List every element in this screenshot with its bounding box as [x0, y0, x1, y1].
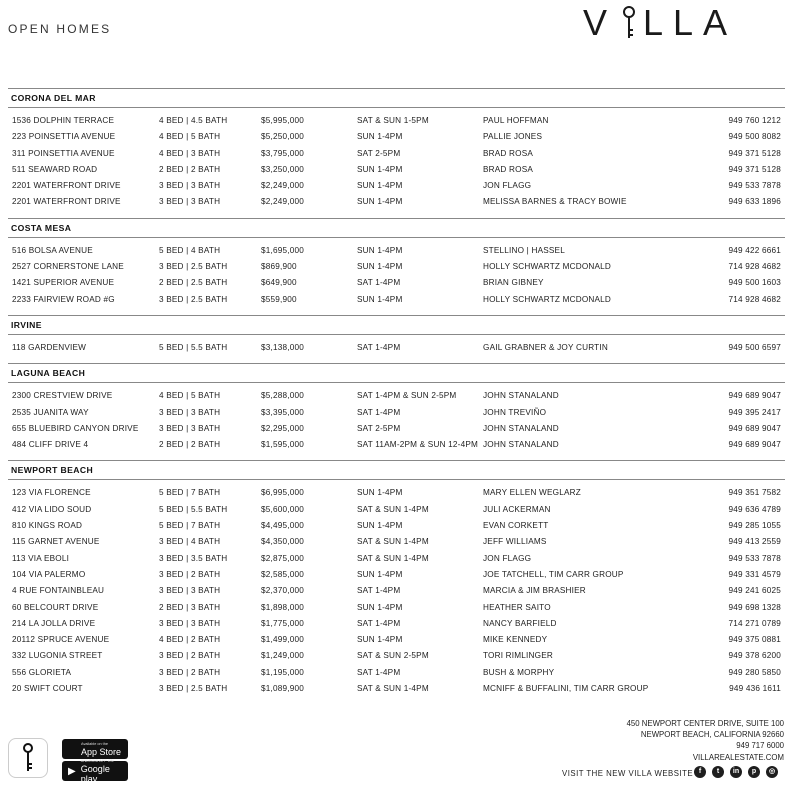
listing-phone[interactable]: 949 689 9047: [728, 423, 781, 433]
listing-address: 655 BLUEBIRD CANYON DRIVE: [12, 423, 139, 433]
listing-price: $2,585,000: [261, 569, 304, 579]
listing-beds-baths: 2 BED | 2 BATH: [159, 440, 221, 450]
listing-open-time: SUN 1-4PM: [357, 164, 403, 174]
listing-beds-baths: 3 BED | 3.5 BATH: [159, 553, 228, 563]
villa-logo[interactable]: [583, 2, 737, 44]
listing-address: 118 GARDENVIEW: [12, 342, 87, 352]
listing-phone[interactable]: 949 378 6200: [728, 651, 781, 661]
listing-row[interactable]: [8, 340, 785, 356]
listing-price: $2,295,000: [261, 423, 304, 433]
listing-phone[interactable]: 949 371 5128: [728, 164, 781, 174]
listing-beds-baths: 5 BED | 5.5 BATH: [159, 504, 228, 514]
google-play-label: Google play: [80, 763, 110, 784]
listing-open-time: SUN 1-4PM: [357, 635, 403, 645]
listing-price: $5,995,000: [261, 116, 304, 125]
listing-price: $1,898,000: [261, 602, 304, 612]
listing-address: 332 LUGONIA STREET: [12, 651, 103, 661]
listing-row[interactable]: [8, 583, 785, 599]
listing-row[interactable]: [8, 551, 785, 567]
listing-agent: BRIAN GIBNEY: [483, 278, 544, 288]
listing-price: $5,600,000: [261, 504, 304, 514]
address-line: NEWPORT BEACH, CALIFORNIA 92660: [640, 730, 784, 740]
listing-open-time: SAT 1-4PM: [357, 278, 401, 288]
listing-price: $1,499,000: [261, 635, 304, 645]
listing-row[interactable]: [8, 648, 785, 664]
listing-agent: TORI RIMLINGER: [483, 651, 553, 661]
play-icon: ▶: [68, 765, 76, 777]
listing-open-time: SUN 1-4PM: [357, 197, 403, 207]
listing-open-time: SAT 1-4PM: [357, 618, 401, 628]
listing-agent: JOE TATCHELL, TIM CARR GROUP: [483, 569, 624, 579]
listing-row[interactable]: [8, 146, 785, 162]
listing-beds-baths: 4 BED | 4.5 BATH: [159, 116, 228, 125]
listing-phone[interactable]: 949 422 6661: [728, 245, 781, 255]
linkedin-icon[interactable]: in: [730, 766, 742, 778]
listing-phone[interactable]: 949 241 6025: [728, 586, 781, 596]
key-icon: [621, 6, 637, 40]
listing-row[interactable]: [8, 421, 785, 437]
listing-phone[interactable]: 949 413 2559: [728, 537, 781, 547]
listing-address: 4 RUE FONTAINBLEAU: [12, 586, 105, 596]
listing-row[interactable]: [8, 243, 785, 259]
instagram-icon[interactable]: ◎: [766, 766, 778, 778]
listing-agent: MIKE KENNEDY: [483, 635, 548, 645]
section-costa-mesa: [8, 218, 785, 315]
listing-open-time: SAT 11AM-2PM & SUN 12-4PM: [357, 440, 479, 450]
listing-open-time: SAT & SUN 1-5PM: [357, 116, 429, 125]
listing-row[interactable]: [8, 194, 785, 210]
listing-beds-baths: 3 BED | 3 BATH: [159, 586, 221, 596]
phone-line[interactable]: 949 717 6000: [736, 741, 784, 751]
listing-open-time: SAT 1-4PM: [357, 342, 401, 352]
listing-address: 412 VIA LIDO SOUD: [12, 504, 92, 514]
section-newport-beach: [8, 460, 785, 704]
listing-beds-baths: 2 BED | 3 BATH: [159, 602, 221, 612]
listing-price: $1,695,000: [261, 245, 304, 255]
section-heading: IRVINE: [8, 315, 785, 335]
listing-phone[interactable]: 949 280 5850: [728, 667, 781, 677]
listing-agent: MARCIA & JIM BRASHIER: [483, 586, 586, 596]
listing-address: 60 BELCOURT DRIVE: [12, 602, 99, 612]
app-store-button[interactable]: [62, 739, 128, 759]
listing-phone[interactable]: 949 533 7878: [728, 181, 781, 191]
section-heading: CORONA DEL MAR: [8, 88, 785, 108]
listing-price: $1,775,000: [261, 618, 304, 628]
listing-price: $869,900: [261, 262, 297, 272]
listing-open-time: SUN 1-4PM: [357, 569, 403, 579]
listing-price: $4,350,000: [261, 537, 304, 547]
section-laguna-beach: [8, 363, 785, 460]
listing-open-time: SAT 1-4PM: [357, 667, 401, 677]
listing-phone[interactable]: 949 698 1328: [728, 602, 781, 612]
listing-open-time: SAT & SUN 1-4PM: [357, 537, 429, 547]
listing-beds-baths: 5 BED | 4 BATH: [159, 245, 221, 255]
listing-address: 113 VIA EBOLI: [12, 553, 70, 563]
listing-phone[interactable]: 949 500 8082: [728, 132, 781, 142]
google-play-button[interactable]: [62, 758, 128, 784]
villa-app-icon[interactable]: [8, 738, 48, 778]
listing-address: 556 GLORIETA: [12, 667, 72, 677]
listing-agent: MELISSA BARNES & TRACY BOWIE: [483, 197, 627, 207]
listing-price: $2,370,000: [261, 586, 304, 596]
listing-beds-baths: 5 BED | 7 BATH: [159, 521, 221, 531]
listing-address: 123 VIA FLORENCE: [12, 488, 91, 498]
listing-beds-baths: 3 BED | 3 BATH: [159, 181, 221, 191]
listing-row[interactable]: [8, 567, 785, 583]
logo-letters-lla: LLA: [643, 2, 738, 43]
visit-website-link[interactable]: VISIT THE NEW VILLA WEBSITE: [562, 769, 694, 778]
listing-phone[interactable]: 949 375 0881: [728, 635, 781, 645]
listing-agent: JOHN STANALAND: [483, 423, 559, 433]
listing-agent: EVAN CORKETT: [483, 521, 549, 531]
listing-beds-baths: 3 BED | 2 BATH: [159, 667, 221, 677]
listing-row[interactable]: [8, 275, 785, 291]
listing-address: 2300 CRESTVIEW DRIVE: [12, 391, 113, 401]
listing-phone[interactable]: 949 633 1896: [728, 197, 781, 207]
listing-address: 20112 SPRUCE AVENUE: [12, 635, 110, 645]
listing-phone[interactable]: 714 928 4682: [728, 262, 781, 272]
listing-open-time: SAT & SUN 2-5PM: [357, 651, 429, 661]
listing-open-time: SAT 1-4PM: [357, 407, 401, 417]
listing-price: $2,249,000: [261, 181, 304, 191]
listing-address: 2201 WATERFRONT DRIVE: [12, 181, 121, 191]
listing-address: 2233 FAIRVIEW ROAD #G: [12, 294, 115, 304]
listing-agent: JULI ACKERMAN: [483, 504, 551, 514]
listing-address: 516 BOLSA AVENUE: [12, 245, 93, 255]
listing-agent: JON FLAGG: [483, 181, 532, 191]
listing-address: 2201 WATERFRONT DRIVE: [12, 197, 121, 207]
listing-phone[interactable]: 949 371 5128: [728, 148, 781, 158]
listing-price: $5,250,000: [261, 132, 304, 142]
listing-phone[interactable]: 949 760 1212: [728, 116, 781, 125]
listing-agent: BRAD ROSA: [483, 148, 534, 158]
section-heading: LAGUNA BEACH: [8, 363, 785, 383]
section-heading: COSTA MESA: [8, 218, 785, 238]
section-irvine: [8, 315, 785, 363]
google-play-small: ANDROID APP ON: [80, 758, 114, 763]
listing-price: $3,395,000: [261, 407, 304, 417]
listing-beds-baths: 4 BED | 3 BATH: [159, 148, 221, 158]
listing-address: 2535 JUANITA WAY: [12, 407, 89, 417]
listing-address: 1536 DOLPHIN TERRACE: [12, 116, 115, 125]
listing-beds-baths: 3 BED | 3 BATH: [159, 407, 221, 417]
logo-letter-v: V: [583, 2, 618, 43]
listing-phone[interactable]: 949 285 1055: [728, 521, 781, 531]
listing-price: $1,595,000: [261, 440, 304, 450]
social-links: [694, 766, 778, 778]
listing-row[interactable]: [8, 665, 785, 681]
listing-row[interactable]: [8, 600, 785, 616]
listing-agent: JOHN STANALAND: [483, 440, 559, 450]
pinterest-icon[interactable]: p: [748, 766, 760, 778]
listing-price: $1,195,000: [261, 667, 304, 677]
listing-phone[interactable]: 949 331 4579: [728, 569, 781, 579]
listing-agent: BRAD ROSA: [483, 164, 534, 174]
listing-open-time: SUN 1-4PM: [357, 132, 403, 142]
app-store-label: App Store: [81, 746, 122, 757]
listing-beds-baths: 3 BED | 2.5 BATH: [159, 294, 228, 304]
listing-phone[interactable]: 949 636 4789: [728, 504, 781, 514]
listing-price: $649,900: [261, 278, 297, 288]
listing-phone[interactable]: 949 500 1603: [728, 278, 781, 288]
listing-row[interactable]: [8, 437, 785, 453]
listing-open-time: SAT 1-4PM & SUN 2-5PM: [357, 391, 457, 401]
key-icon: [21, 743, 35, 773]
listing-open-time: SUN 1-4PM: [357, 602, 403, 612]
listing-address: 311 POINSETTIA AVENUE: [12, 148, 115, 158]
listing-agent: HOLLY SCHWARTZ MCDONALD: [483, 262, 612, 272]
listing-row[interactable]: [8, 502, 785, 518]
listing-phone[interactable]: 949 436 1611: [729, 684, 781, 694]
listing-row[interactable]: [8, 178, 785, 194]
listing-price: $559,900: [261, 294, 297, 304]
listing-agent: JON FLAGG: [483, 553, 532, 563]
listing-open-time: SUN 1-4PM: [357, 181, 403, 191]
listing-phone[interactable]: 949 351 7582: [728, 488, 781, 498]
listing-address: 1421 SUPERIOR AVENUE: [12, 278, 115, 288]
listing-agent: HOLLY SCHWARTZ MCDONALD: [483, 294, 612, 304]
listing-phone[interactable]: 949 395 2417: [728, 407, 781, 417]
listing-beds-baths: 3 BED | 2.5 BATH: [159, 262, 228, 272]
app-store-small: Available on the: [81, 741, 108, 746]
listing-agent: JOHN STANALAND: [483, 391, 559, 401]
listing-row[interactable]: [8, 162, 785, 178]
listing-open-time: SAT 2-5PM: [357, 148, 401, 158]
listing-address: 20 SWIFT COURT: [12, 684, 83, 694]
listing-open-time: SUN 1-4PM: [357, 488, 403, 498]
listing-beds-baths: 3 BED | 3 BATH: [159, 423, 221, 433]
listing-beds-baths: 3 BED | 2 BATH: [159, 651, 221, 661]
listing-phone[interactable]: 714 271 0789: [728, 618, 781, 628]
listing-address: 214 LA JOLLA DRIVE: [12, 618, 96, 628]
listing-row[interactable]: [8, 632, 785, 648]
listing-price: $3,138,000: [261, 342, 304, 352]
address-line: 450 NEWPORT CENTER DRIVE, SUITE 100: [626, 719, 784, 728]
twitter-icon[interactable]: t: [712, 766, 724, 778]
facebook-icon[interactable]: f: [694, 766, 706, 778]
listing-beds-baths: 2 BED | 2 BATH: [159, 164, 221, 174]
listing-open-time: SAT & SUN 1-4PM: [357, 684, 429, 694]
listing-open-time: SAT 1-4PM: [357, 586, 401, 596]
section-corona-del-mar: [8, 88, 785, 218]
listing-beds-baths: 4 BED | 5 BATH: [159, 391, 221, 401]
listing-row[interactable]: [8, 388, 785, 404]
page-title: OPEN HOMES: [8, 22, 112, 36]
listing-agent: BUSH & MORPHY: [483, 667, 555, 677]
listing-open-time: SUN 1-4PM: [357, 245, 403, 255]
listing-address: 223 POINSETTIA AVENUE: [12, 132, 116, 142]
listing-beds-baths: 3 BED | 3 BATH: [159, 618, 221, 628]
listing-address: 810 KINGS ROAD: [12, 521, 83, 531]
listing-open-time: SAT & SUN 1-4PM: [357, 553, 429, 563]
listing-agent: NANCY BARFIELD: [483, 618, 557, 628]
listing-price: $6,995,000: [261, 488, 304, 498]
listing-row[interactable]: [8, 616, 785, 632]
listing-beds-baths: 2 BED | 2.5 BATH: [159, 278, 228, 288]
listing-row[interactable]: [8, 681, 785, 697]
listing-agent: MCNIFF & BUFFALINI, TIM CARR GROUP: [483, 684, 649, 694]
listing-beds-baths: 3 BED | 4 BATH: [159, 537, 221, 547]
listing-open-time: SUN 1-4PM: [357, 262, 403, 272]
listing-row[interactable]: [8, 259, 785, 275]
listing-address: 484 CLIFF DRIVE 4: [12, 440, 89, 450]
listing-agent: JOHN TREVIÑO: [483, 407, 547, 417]
listing-beds-baths: 3 BED | 2 BATH: [159, 569, 221, 579]
listing-beds-baths: 3 BED | 2.5 BATH: [159, 684, 228, 694]
listing-phone[interactable]: 714 928 4682: [728, 294, 781, 304]
listing-row[interactable]: [8, 534, 785, 550]
listing-price: $1,249,000: [261, 651, 304, 661]
listing-beds-baths: 5 BED | 5.5 BATH: [159, 342, 228, 352]
listing-open-time: SUN 1-4PM: [357, 294, 403, 304]
listing-row[interactable]: [8, 485, 785, 501]
section-heading: NEWPORT BEACH: [8, 460, 785, 480]
listing-beds-baths: 5 BED | 7 BATH: [159, 488, 221, 498]
listing-agent: PALLIE JONES: [483, 132, 543, 142]
listing-open-time: SAT & SUN 1-4PM: [357, 504, 429, 514]
open-homes-table: [8, 88, 785, 704]
listing-address: 2527 CORNERSTONE LANE: [12, 262, 124, 272]
listing-phone[interactable]: 949 533 7878: [728, 553, 781, 563]
listing-beds-baths: 3 BED | 3 BATH: [159, 197, 221, 207]
listing-row[interactable]: [8, 518, 785, 534]
listing-agent: GAIL GRABNER & JOY CURTIN: [483, 342, 608, 352]
listing-address: 511 SEAWARD ROAD: [12, 164, 98, 174]
listing-row[interactable]: [8, 113, 785, 129]
listing-price: $3,795,000: [261, 148, 304, 158]
listing-price: $2,249,000: [261, 197, 304, 207]
listing-row[interactable]: [8, 129, 785, 145]
listing-phone[interactable]: 949 689 9047: [728, 391, 781, 401]
listing-agent: JEFF WILLIAMS: [483, 537, 547, 547]
listing-agent: MARY ELLEN WEGLARZ: [483, 488, 581, 498]
listing-row[interactable]: [8, 292, 785, 308]
listing-phone[interactable]: 949 500 6597: [728, 342, 781, 352]
listing-beds-baths: 4 BED | 5 BATH: [159, 132, 221, 142]
listing-price: $1,089,900: [261, 684, 304, 694]
listing-agent: HEATHER SAITO: [483, 602, 551, 612]
listing-address: 104 VIA PALERMO: [12, 569, 86, 579]
listing-phone[interactable]: 949 689 9047: [728, 440, 781, 450]
website-link[interactable]: VILLAREALESTATE.COM: [692, 752, 784, 762]
listing-open-time: SAT 2-5PM: [357, 423, 401, 433]
listing-price: $2,875,000: [261, 553, 304, 563]
listing-address: 115 GARNET AVENUE: [12, 537, 100, 547]
listing-row[interactable]: [8, 405, 785, 421]
listing-price: $4,495,000: [261, 521, 304, 531]
company-address: [627, 718, 784, 763]
listing-price: $5,288,000: [261, 391, 304, 401]
listing-beds-baths: 4 BED | 2 BATH: [159, 635, 221, 645]
listing-price: $3,250,000: [261, 164, 304, 174]
listing-agent: PAUL HOFFMAN: [483, 116, 549, 125]
listing-agent: STELLINO | HASSEL: [483, 245, 565, 255]
listing-open-time: SUN 1-4PM: [357, 521, 403, 531]
